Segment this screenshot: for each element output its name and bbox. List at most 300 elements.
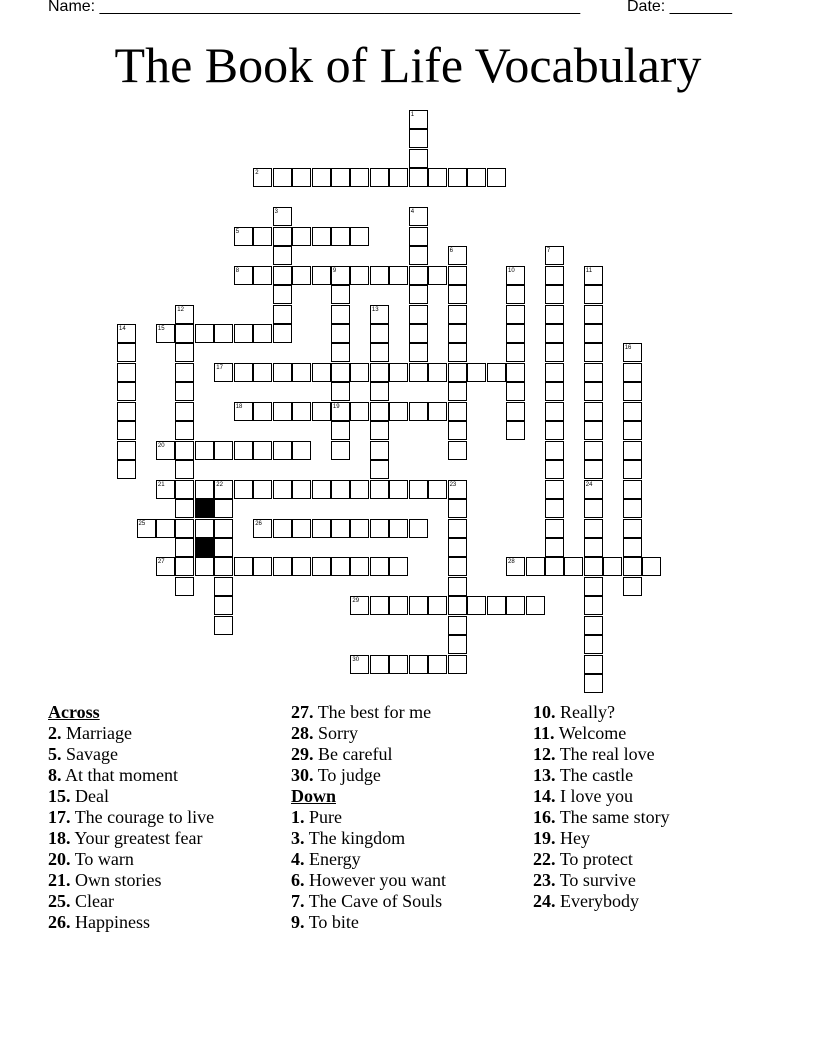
grid-cell[interactable]: [370, 305, 389, 324]
clue-10: 10. Really?: [533, 702, 615, 722]
grid-cell[interactable]: [428, 402, 447, 421]
grid-cell[interactable]: [545, 421, 564, 440]
grid-cell[interactable]: [370, 363, 389, 382]
grid-cell[interactable]: [506, 343, 525, 362]
grid-cell[interactable]: [331, 421, 350, 440]
grid-cell[interactable]: [370, 324, 389, 343]
grid-cell[interactable]: [350, 168, 369, 187]
grid-cell[interactable]: [350, 596, 369, 615]
grid-cell[interactable]: [448, 382, 467, 401]
grid-cell[interactable]: [156, 324, 175, 343]
grid-cell[interactable]: [409, 324, 428, 343]
grid-cell[interactable]: [117, 421, 136, 440]
grid-cell[interactable]: [273, 441, 292, 460]
grid-cell[interactable]: [409, 207, 428, 226]
grid-cell[interactable]: [623, 460, 642, 479]
grid-cell[interactable]: [448, 266, 467, 285]
grid-cell[interactable]: [273, 207, 292, 226]
grid-cell[interactable]: [584, 538, 603, 557]
grid-cell[interactable]: [467, 596, 486, 615]
grid-cell[interactable]: [623, 343, 642, 362]
grid-cell[interactable]: [584, 343, 603, 362]
grid-cell[interactable]: [584, 382, 603, 401]
grid-cell[interactable]: [448, 557, 467, 576]
grid-cell[interactable]: [234, 266, 253, 285]
grid-cell[interactable]: [156, 480, 175, 499]
grid-cell[interactable]: [584, 324, 603, 343]
grid-cell[interactable]: [506, 266, 525, 285]
grid-cell[interactable]: [273, 305, 292, 324]
grid-cell[interactable]: [487, 168, 506, 187]
grid-cell[interactable]: [214, 557, 233, 576]
grid-cell[interactable]: [370, 382, 389, 401]
grid-cell[interactable]: [389, 655, 408, 674]
grid-cell[interactable]: [234, 441, 253, 460]
cell-number: 21: [157, 481, 165, 488]
cell-number: 23: [449, 481, 457, 488]
grid-cell[interactable]: [117, 363, 136, 382]
grid-cell[interactable]: [117, 460, 136, 479]
across-heading: Across: [48, 702, 100, 722]
grid-cell[interactable]: [623, 402, 642, 421]
clue-7: 7. The Cave of Souls: [291, 891, 443, 911]
grid-cell[interactable]: [389, 363, 408, 382]
grid-cell[interactable]: [195, 480, 214, 499]
grid-cell[interactable]: [214, 363, 233, 382]
grid-cell[interactable]: [214, 596, 233, 615]
grid-cell[interactable]: [409, 596, 428, 615]
grid-cell[interactable]: [175, 402, 194, 421]
grid-cell[interactable]: [214, 616, 233, 635]
grid-cell[interactable]: [584, 674, 603, 693]
grid-cell[interactable]: [292, 363, 311, 382]
grid-cell[interactable]: [175, 441, 194, 460]
grid-cell[interactable]: [292, 227, 311, 246]
grid-cell[interactable]: [370, 421, 389, 440]
grid-cell[interactable]: [370, 168, 389, 187]
grid-cell[interactable]: [545, 557, 564, 576]
grid-cell[interactable]: [448, 324, 467, 343]
cell-number: 11: [585, 267, 593, 274]
grid-cell[interactable]: [214, 441, 233, 460]
grid-cell[interactable]: [273, 285, 292, 304]
grid-cell[interactable]: [448, 499, 467, 518]
grid-cell[interactable]: [350, 227, 369, 246]
grid-cell[interactable]: [214, 519, 233, 538]
grid-cell[interactable]: [545, 538, 564, 557]
grid-cell[interactable]: [448, 616, 467, 635]
grid-cell[interactable]: [312, 266, 331, 285]
grid-cell[interactable]: [642, 557, 661, 576]
grid-cell[interactable]: [350, 557, 369, 576]
grid-cell[interactable]: [623, 441, 642, 460]
grid-cell[interactable]: [409, 149, 428, 168]
grid-cell[interactable]: [312, 480, 331, 499]
grid-cell[interactable]: [350, 402, 369, 421]
grid-cell[interactable]: [448, 246, 467, 265]
grid-cell[interactable]: [117, 343, 136, 362]
clue-14: 14. I love you: [533, 786, 633, 806]
grid-cell[interactable]: [545, 324, 564, 343]
grid-cell[interactable]: [253, 227, 272, 246]
grid-cell[interactable]: [545, 285, 564, 304]
grid-cell[interactable]: [331, 168, 350, 187]
grid-cell[interactable]: [370, 655, 389, 674]
grid-cell[interactable]: [487, 363, 506, 382]
grid-cell[interactable]: [156, 519, 175, 538]
grid-cell[interactable]: [331, 305, 350, 324]
grid-cell[interactable]: [506, 596, 525, 615]
grid-cell[interactable]: [253, 363, 272, 382]
grid-cell[interactable]: [331, 480, 350, 499]
clue-8: 8. At that moment: [48, 765, 178, 785]
grid-cell[interactable]: [117, 441, 136, 460]
grid-cell[interactable]: [389, 480, 408, 499]
grid-cell[interactable]: [292, 402, 311, 421]
grid-cell[interactable]: [409, 343, 428, 362]
clue-24: 24. Everybody: [533, 891, 639, 911]
grid-cell[interactable]: [584, 421, 603, 440]
grid-cell[interactable]: [214, 538, 233, 557]
clue-26: 26. Happiness: [48, 912, 150, 932]
grid-cell[interactable]: [273, 324, 292, 343]
grid-cell[interactable]: [545, 363, 564, 382]
grid-cell[interactable]: [156, 441, 175, 460]
clue-16: 16. The same story: [533, 807, 670, 827]
grid-cell[interactable]: [370, 441, 389, 460]
grid-cell[interactable]: [526, 596, 545, 615]
grid-cell[interactable]: [273, 557, 292, 576]
cell-number: 27: [157, 559, 165, 566]
grid-cell[interactable]: [564, 557, 583, 576]
grid-cell[interactable]: [623, 421, 642, 440]
grid-cell[interactable]: [584, 266, 603, 285]
clue-11: 11. Welcome: [533, 723, 627, 743]
grid-cell[interactable]: [175, 480, 194, 499]
grid-cell[interactable]: [253, 480, 272, 499]
grid-cell[interactable]: [292, 557, 311, 576]
grid-cell[interactable]: [273, 480, 292, 499]
grid-cell[interactable]: [409, 519, 428, 538]
grid-cell[interactable]: [545, 519, 564, 538]
grid-cell[interactable]: [506, 285, 525, 304]
grid-cell[interactable]: [253, 519, 272, 538]
grid-cell[interactable]: [448, 519, 467, 538]
grid-cell[interactable]: [409, 285, 428, 304]
grid-cell[interactable]: [584, 363, 603, 382]
grid-cell[interactable]: [448, 441, 467, 460]
grid-cell[interactable]: [214, 499, 233, 518]
grid-cell[interactable]: [428, 168, 447, 187]
grid-cell[interactable]: [273, 246, 292, 265]
grid-cell[interactable]: [448, 343, 467, 362]
grid-cell[interactable]: [175, 305, 194, 324]
grid-cell[interactable]: [175, 538, 194, 557]
grid-cell[interactable]: [428, 480, 447, 499]
grid-cell[interactable]: [253, 557, 272, 576]
grid-cell[interactable]: [584, 557, 603, 576]
grid-cell[interactable]: [545, 480, 564, 499]
grid-cell[interactable]: [370, 460, 389, 479]
grid-cell[interactable]: [175, 343, 194, 362]
grid-cell[interactable]: [409, 402, 428, 421]
grid-cell[interactable]: [584, 460, 603, 479]
grid-cell[interactable]: [603, 557, 622, 576]
grid-cell[interactable]: [350, 655, 369, 674]
cell-number: 15: [157, 325, 165, 332]
grid-cell[interactable]: [312, 363, 331, 382]
grid-cell[interactable]: [370, 596, 389, 615]
grid-cell[interactable]: [545, 460, 564, 479]
grid-cell[interactable]: [545, 441, 564, 460]
grid-cell[interactable]: [409, 480, 428, 499]
grid-cell[interactable]: [195, 441, 214, 460]
grid-cell[interactable]: [273, 266, 292, 285]
grid-cell[interactable]: [331, 519, 350, 538]
grid-cell[interactable]: [312, 227, 331, 246]
grid-cell[interactable]: [389, 557, 408, 576]
grid-cell[interactable]: [273, 363, 292, 382]
grid-cell[interactable]: [623, 499, 642, 518]
grid-cell[interactable]: [117, 324, 136, 343]
grid-cell[interactable]: [448, 538, 467, 557]
cell-number: 25: [138, 520, 146, 527]
grid-cell[interactable]: [506, 382, 525, 401]
page-title: The Book of Life Vocabulary: [114, 37, 702, 93]
grid-cell[interactable]: [623, 480, 642, 499]
grid-cell[interactable]: [545, 266, 564, 285]
grid-cell[interactable]: [545, 499, 564, 518]
grid-cell[interactable]: [409, 305, 428, 324]
grid-cell[interactable]: [234, 480, 253, 499]
grid-cell[interactable]: [467, 363, 486, 382]
grid-cell[interactable]: [117, 382, 136, 401]
grid-cell[interactable]: [584, 577, 603, 596]
grid-cell[interactable]: [331, 363, 350, 382]
grid-cell[interactable]: [526, 557, 545, 576]
grid-cell[interactable]: [253, 266, 272, 285]
clue-1: 1. Pure: [291, 807, 342, 827]
grid-cell[interactable]: [448, 168, 467, 187]
grid-cell[interactable]: [584, 616, 603, 635]
grid-cell[interactable]: [409, 110, 428, 129]
grid-cell[interactable]: [584, 305, 603, 324]
cell-number: 12: [177, 306, 184, 313]
grid-cell[interactable]: [584, 635, 603, 654]
grid-cell[interactable]: [312, 557, 331, 576]
grid-cell[interactable]: [448, 577, 467, 596]
grid-cell[interactable]: [175, 577, 194, 596]
grid-cell[interactable]: [584, 285, 603, 304]
grid-cell[interactable]: [428, 266, 447, 285]
clue-15: 15. Deal: [48, 786, 109, 806]
clue-25: 25. Clear: [48, 891, 114, 911]
grid-cell[interactable]: [175, 519, 194, 538]
clue-6: 6. However you want: [291, 870, 446, 890]
grid-cell[interactable]: [545, 382, 564, 401]
grid-cell[interactable]: [584, 480, 603, 499]
grid-cell[interactable]: [370, 480, 389, 499]
grid-cell[interactable]: [623, 382, 642, 401]
clue-12: 12. The real love: [533, 744, 655, 764]
grid-cell[interactable]: [195, 519, 214, 538]
grid-cell[interactable]: [331, 382, 350, 401]
grid-cell[interactable]: [214, 577, 233, 596]
grid-cell[interactable]: [253, 402, 272, 421]
grid-cell[interactable]: [234, 557, 253, 576]
grid-cell[interactable]: [195, 557, 214, 576]
grid-cell[interactable]: [292, 266, 311, 285]
grid-cell[interactable]: [584, 499, 603, 518]
grid-cell[interactable]: [506, 421, 525, 440]
grid-cell[interactable]: [214, 324, 233, 343]
grid-cell[interactable]: [175, 363, 194, 382]
grid-cell[interactable]: [409, 266, 428, 285]
grid-cell[interactable]: [175, 421, 194, 440]
grid-cell[interactable]: [409, 655, 428, 674]
grid-cell[interactable]: [331, 402, 350, 421]
grid-cell[interactable]: [448, 402, 467, 421]
grid-cell[interactable]: [448, 363, 467, 382]
grid-cell[interactable]: [409, 227, 428, 246]
grid-cell[interactable]: [545, 246, 564, 265]
grid-cell[interactable]: [175, 460, 194, 479]
grid-cell[interactable]: [214, 480, 233, 499]
grid-cell[interactable]: [253, 168, 272, 187]
grid-cell[interactable]: [273, 402, 292, 421]
grid-cell[interactable]: [350, 480, 369, 499]
grid-cell[interactable]: [506, 402, 525, 421]
grid-cell[interactable]: [448, 285, 467, 304]
grid-cell[interactable]: [292, 480, 311, 499]
grid-cell[interactable]: [331, 441, 350, 460]
grid-cell[interactable]: [409, 129, 428, 148]
grid-cell[interactable]: [448, 421, 467, 440]
grid-cell[interactable]: [448, 635, 467, 654]
grid-cell[interactable]: [545, 305, 564, 324]
grid-cell[interactable]: [584, 596, 603, 615]
grid-cell[interactable]: [175, 324, 194, 343]
cell-number: 30: [352, 656, 360, 663]
grid-cell[interactable]: [312, 519, 331, 538]
grid-cell[interactable]: [545, 343, 564, 362]
grid-cell[interactable]: [506, 324, 525, 343]
grid-cell[interactable]: [331, 343, 350, 362]
grid-cell[interactable]: [389, 596, 408, 615]
grid-cell[interactable]: [253, 441, 272, 460]
name-field: Name: ______________________________________________________: [48, 0, 581, 15]
grid-cell[interactable]: [234, 227, 253, 246]
grid-cell[interactable]: [409, 363, 428, 382]
grid-cell[interactable]: [623, 577, 642, 596]
grid-cell[interactable]: [312, 402, 331, 421]
grid-cell[interactable]: [428, 363, 447, 382]
grid-cell[interactable]: [273, 168, 292, 187]
grid-cell[interactable]: [273, 519, 292, 538]
grid-cell[interactable]: [117, 402, 136, 421]
grid-cell[interactable]: [292, 519, 311, 538]
grid-cell[interactable]: [409, 246, 428, 265]
cell-number: 24: [585, 481, 593, 488]
grid-cell[interactable]: [292, 441, 311, 460]
grid-cell[interactable]: [175, 557, 194, 576]
grid-cell[interactable]: [467, 168, 486, 187]
grid-cell[interactable]: [623, 538, 642, 557]
grid-cell[interactable]: [487, 596, 506, 615]
grid-cell[interactable]: [584, 441, 603, 460]
grid-cell[interactable]: [175, 382, 194, 401]
grid-cell[interactable]: [623, 557, 642, 576]
clue-22: 22. To protect: [533, 849, 633, 869]
cell-number: 14: [119, 325, 126, 332]
grid-cell[interactable]: [428, 596, 447, 615]
grid-cell[interactable]: [331, 227, 350, 246]
grid-cell[interactable]: [370, 557, 389, 576]
grid-cell[interactable]: [156, 557, 175, 576]
cell-number: 4: [410, 209, 415, 216]
grid-cell[interactable]: [331, 324, 350, 343]
grid-cell[interactable]: [370, 343, 389, 362]
clue-4: 4. Energy: [291, 849, 361, 869]
grid-cell[interactable]: [370, 266, 389, 285]
clue-30: 30. To judge: [291, 765, 381, 785]
grid-cell[interactable]: [195, 324, 214, 343]
grid-cell[interactable]: [506, 363, 525, 382]
grid-cell[interactable]: [448, 480, 467, 499]
grid-cell[interactable]: [389, 266, 408, 285]
grid-cell[interactable]: [428, 655, 447, 674]
grid-cell[interactable]: [331, 266, 350, 285]
grid-cell[interactable]: [584, 402, 603, 421]
grid-cell[interactable]: [623, 363, 642, 382]
grid-cell[interactable]: [350, 363, 369, 382]
grid-black-cell: [195, 499, 214, 518]
grid-cell[interactable]: [273, 227, 292, 246]
grid-cell[interactable]: [234, 402, 253, 421]
grid-cell[interactable]: [584, 655, 603, 674]
grid-cell[interactable]: [234, 324, 253, 343]
grid-cell[interactable]: [175, 499, 194, 518]
grid-cell[interactable]: [409, 168, 428, 187]
grid-cell[interactable]: [292, 168, 311, 187]
grid-cell[interactable]: [623, 519, 642, 538]
grid-cell[interactable]: [389, 519, 408, 538]
clue-18: 18. Your greatest fear: [48, 828, 203, 848]
grid-cell[interactable]: [350, 519, 369, 538]
cell-number: 19: [332, 403, 340, 410]
clue-28: 28. Sorry: [291, 723, 358, 743]
grid-cell[interactable]: [331, 285, 350, 304]
grid-cell[interactable]: [545, 402, 564, 421]
grid-cell[interactable]: [448, 655, 467, 674]
grid-cell[interactable]: [448, 305, 467, 324]
grid-cell[interactable]: [331, 557, 350, 576]
grid-cell[interactable]: [312, 168, 331, 187]
grid-cell[interactable]: [448, 596, 467, 615]
cell-number: 28: [508, 559, 515, 566]
grid-cell[interactable]: [389, 402, 408, 421]
grid-cell[interactable]: [137, 519, 156, 538]
grid-cell[interactable]: [506, 305, 525, 324]
grid-cell[interactable]: [234, 363, 253, 382]
grid-cell[interactable]: [350, 266, 369, 285]
grid-cell[interactable]: [370, 402, 389, 421]
grid-cell[interactable]: [253, 324, 272, 343]
grid-cell[interactable]: [370, 519, 389, 538]
grid-cell[interactable]: [584, 519, 603, 538]
grid-cell[interactable]: [506, 557, 525, 576]
grid-cell[interactable]: [389, 168, 408, 187]
